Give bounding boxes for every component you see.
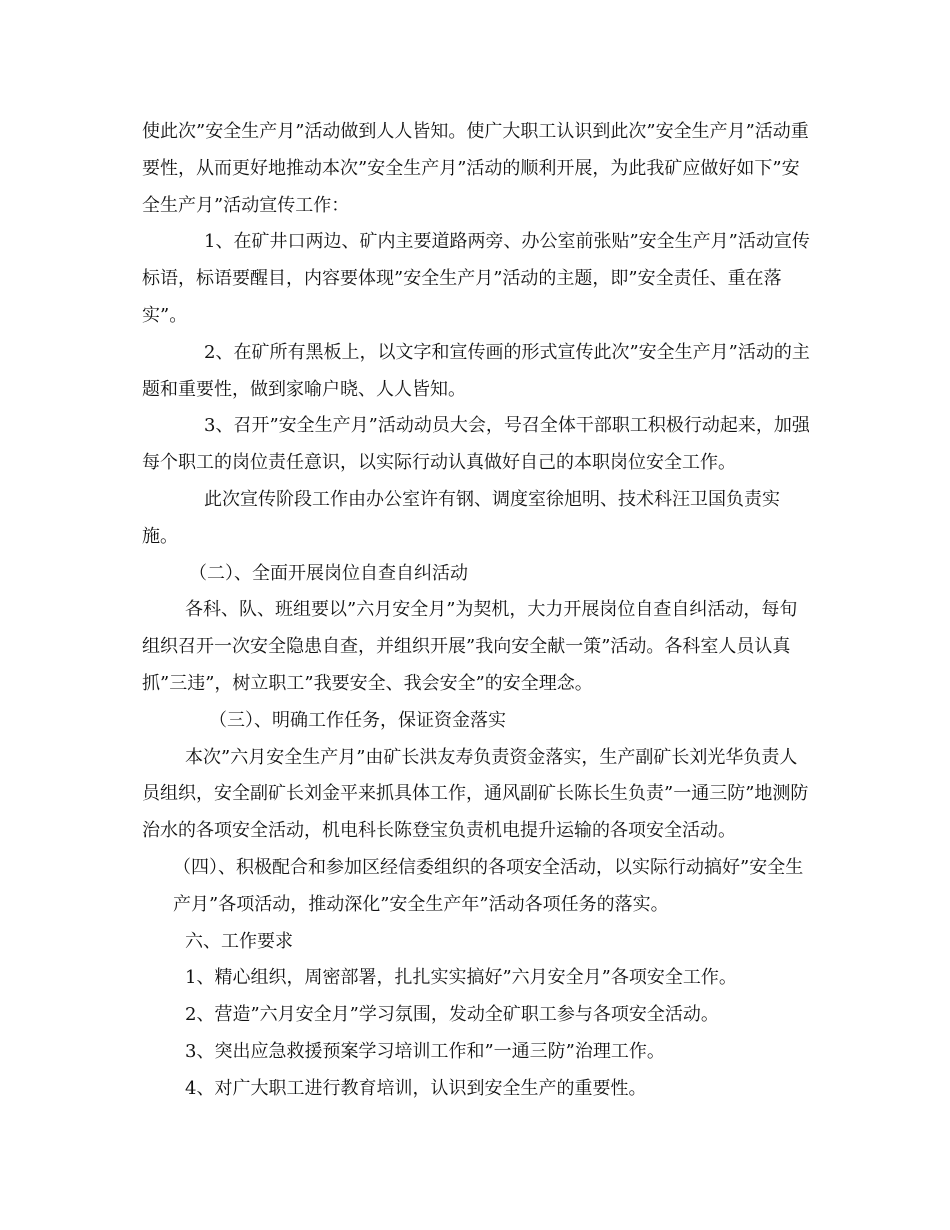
requirement-item-2: 2、营造”六月安全月”学习氛围，发动全矿职工参与各项安全活动。 <box>185 1004 719 1026</box>
paragraph-section-4: （四）、积极配合和参加区经信委组织的各项安全活动，以实际行动搞好”安全生产月”各项活动，推动深化”安全生产年”活动各项任务的落实。 <box>173 856 804 915</box>
paragraph-task-assignment: 本次”六月安全生产月”由矿长洪友寿负责资金落实，生产副矿长刘光华负责人员组织，安全副矿长刘金平来抓具体工作，通风副矿长陈长生负责”一通三防”地测防治水的各项安全活动，机电科长陈登宝负责机电提升运输的各项安全活动。 <box>142 746 809 842</box>
paragraph-item-1-slogans: 1、在矿井口两边、矿内主要道路两旁、办公室前张贴”安全生产月”活动宣传标语，标语要醒目，内容要体现”安全生产月”活动的主题，即”安全责任、重在落实”。 <box>142 231 810 326</box>
requirement-item-3: 3、突出应急救援预案学习培训工作和”一通三防”治理工作。 <box>185 1040 665 1062</box>
document-body <box>142 114 812 1108</box>
paragraph-publicity-intro: 使此次”安全生产月”活动做到人人皆知。使广大职工认识到此次”安全生产月”活动重要性，从而更好地推动本次”安全生产月”活动的顺利开展，为此我矿应做好如下”安全生产月”活动宣传工作： <box>142 121 809 216</box>
requirement-item-1: 1、精心组织，周密部署，扎扎实实搞好”六月安全月”各项安全工作。 <box>185 967 737 989</box>
paragraph-item-3-mobilization: 3、召开”安全生产月”活动动员大会，号召全体干部职工积极行动起来，加强每个职工的岗位责任意识，以实际行动认真做好自己的本职岗位安全工作。 <box>142 415 810 474</box>
requirement-item-4: 4、对广大职工进行教育培训，认识到安全生产的重要性。 <box>185 1077 647 1099</box>
paragraph-publicity-responsibility: 此次宣传阶段工作由办公室许有钢、调度室徐旭明、技术科汪卫国负责实施。 <box>142 488 780 547</box>
section-heading-2: （二）、全面开展岗位自查自纠活动 <box>189 562 468 584</box>
section-heading-3: （三）、明确工作任务，保证资金落实 <box>209 709 506 731</box>
section-heading-6: 六、工作要求 <box>185 930 293 952</box>
paragraph-self-inspection: 各科、队、班组要以”六月安全月”为契机，大力开展岗位自查自纠活动，每旬组织召开一次安全隐患自查，并组织开展”我向安全献一策”活动。各科室人员认真抓”三违”，树立职工”我要安全、我会安全”的安全理念。 <box>142 599 798 694</box>
paragraph-item-2-blackboards: 2、在矿所有黑板上，以文字和宣传画的形式宣传此次”安全生产月”活动的主题和重要性，做到家喻户晓、人人皆知。 <box>142 341 810 400</box>
